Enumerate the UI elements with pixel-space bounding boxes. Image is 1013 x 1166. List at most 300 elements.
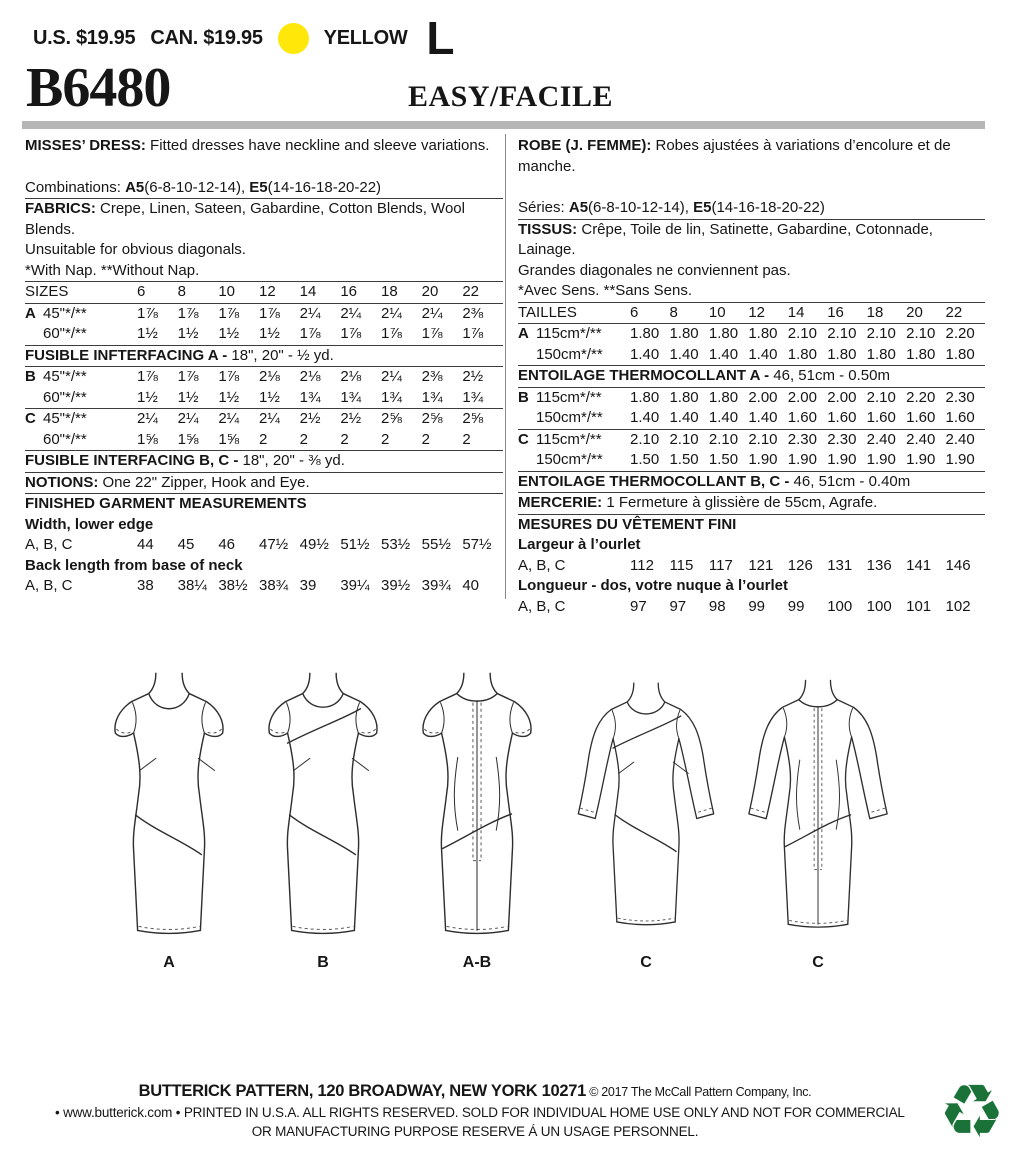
table-cell: C xyxy=(25,410,36,427)
table-cell: 1⅞ xyxy=(340,325,362,342)
table-cell: 18 xyxy=(866,303,884,321)
text-segment: Grandes diagonales ne conviennent pas. xyxy=(518,261,791,279)
table-cell: 2⅜ xyxy=(421,368,443,385)
table-cell: 1.80 xyxy=(708,325,739,342)
text-line xyxy=(25,556,503,577)
table-cell: 51½ xyxy=(340,536,370,553)
table-cell: 2.10 xyxy=(787,325,817,342)
view-c-line-drawing xyxy=(552,670,740,952)
text-segment: 46, 51cm - 0.40m xyxy=(793,472,911,490)
table-cell: 150cm*/** xyxy=(536,345,603,363)
view-b-figure xyxy=(242,670,404,972)
text-segment: Unsuitable for obvious diagonals. xyxy=(25,241,246,258)
table-cell: 1⅞ xyxy=(218,304,240,322)
price-row xyxy=(33,12,455,64)
table-cell: 16 xyxy=(340,283,358,300)
table-cell: 39¾ xyxy=(421,577,451,594)
french-column xyxy=(518,136,985,617)
text-bold-segment: A5 xyxy=(568,199,589,216)
table-cell: 53½ xyxy=(381,536,411,553)
measurement-row xyxy=(25,535,503,556)
yardage-row xyxy=(518,450,985,472)
english-column xyxy=(25,136,503,597)
spacer xyxy=(518,177,985,198)
text-bold-segment: FABRICS: xyxy=(25,200,96,217)
table-cell: 1½ xyxy=(218,325,240,342)
text-line xyxy=(25,240,503,261)
text-segment: 18", 20" - ⅜ yd. xyxy=(242,452,345,469)
table-cell: 22 xyxy=(945,303,963,321)
table-cell: 20 xyxy=(421,283,439,300)
table-cell: 100 xyxy=(866,597,892,615)
table-cell: 38¼ xyxy=(177,577,207,594)
table-cell: 99 xyxy=(787,597,805,615)
table-cell: 1.40 xyxy=(748,409,778,426)
text-segment: *Avec Sens. **Sans Sens. xyxy=(518,282,692,299)
table-cell: 2⅛ xyxy=(340,368,362,385)
difficulty-label: EASY/FACILE xyxy=(408,80,613,113)
table-cell: 1.80 xyxy=(748,325,778,342)
table-cell: 1⅞ xyxy=(421,325,443,342)
table-cell: 2⅝ xyxy=(462,410,484,427)
table-cell: 1.80 xyxy=(669,325,699,342)
table-cell: 10 xyxy=(708,303,726,321)
table-cell xyxy=(518,345,536,366)
table-cell: 112 xyxy=(630,556,654,574)
table-cell: TAILLES xyxy=(518,303,577,321)
text-segment: Combinations: xyxy=(25,178,126,196)
table-cell: 2¼ xyxy=(218,410,240,427)
table-cell: 2.10 xyxy=(866,388,896,406)
text-bold-segment: FUSIBLE INTERFACING B, C - xyxy=(25,452,243,469)
table-cell: 1.50 xyxy=(708,451,739,468)
table-cell: 1.40 xyxy=(630,345,660,363)
table-cell: 2.30 xyxy=(827,430,857,448)
table-cell: 1½ xyxy=(137,388,158,406)
table-cell: 2½ xyxy=(299,410,321,427)
table-cell: 2⅝ xyxy=(421,410,443,427)
text-line xyxy=(25,451,503,473)
table-cell: 1⅞ xyxy=(177,304,199,322)
view-c-back-label: C xyxy=(812,954,824,971)
table-cell: 44 xyxy=(137,536,154,553)
table-cell: 2.30 xyxy=(787,430,817,448)
table-cell: 150cm*/** xyxy=(536,409,603,426)
table-cell: 38½ xyxy=(218,577,248,594)
view-ab-back-figure xyxy=(396,670,558,972)
table-cell: 6 xyxy=(137,283,146,300)
table-cell: 1.60 xyxy=(906,409,936,426)
table-cell: 1½ xyxy=(177,325,199,342)
footer-address-line xyxy=(55,1082,895,1101)
table-cell: 46 xyxy=(218,536,236,553)
table-cell: 2 xyxy=(299,430,308,448)
footer-rights-line-2: OR MANUFACTURING PURPOSE RESERVE Á UN USAGE PERSONNEL. xyxy=(251,1124,699,1139)
table-cell: 1.80 xyxy=(906,345,936,363)
table-cell: 1.90 xyxy=(906,451,936,468)
table-cell: 98 xyxy=(708,597,726,615)
text-segment: 18", 20" - ½ yd. xyxy=(231,346,334,364)
yardage-row xyxy=(518,388,985,409)
text-bold-segment: TISSUS: xyxy=(518,220,578,238)
text-segment: (14-16-18-20-22) xyxy=(711,199,825,216)
text-bold-segment: ROBE (J. FEMME): xyxy=(518,137,652,154)
table-cell: 1.90 xyxy=(748,451,778,468)
table-cell: 45"*/** xyxy=(43,368,87,385)
table-cell: 1⅞ xyxy=(218,368,240,385)
table-cell: B xyxy=(25,368,36,385)
table-cell: 2⅜ xyxy=(462,304,484,322)
table-cell: 2¼ xyxy=(177,410,199,427)
text-bold-segment: Largeur à l’ourlet xyxy=(518,536,641,553)
table-cell: 12 xyxy=(259,283,276,300)
table-cell: 14 xyxy=(787,303,805,321)
text-segment: 46, 51cm - 0.50m xyxy=(773,367,890,384)
text-line xyxy=(25,178,503,200)
table-cell: 1¾ xyxy=(299,388,321,406)
table-cell: 38 xyxy=(137,577,154,594)
table-cell: 1¾ xyxy=(381,388,402,406)
table-cell: 18 xyxy=(381,283,398,300)
text-bold-segment: A5 xyxy=(125,178,145,196)
table-cell: 2 xyxy=(462,430,471,448)
table-cell xyxy=(518,450,536,471)
yardage-row xyxy=(25,430,503,452)
yardage-row xyxy=(518,324,985,345)
text-line xyxy=(518,136,985,177)
table-cell: 1.90 xyxy=(945,451,975,468)
text-line xyxy=(25,136,503,157)
text-segment: Crêpe, Toile de lin, Satinette, Gabardine, Cotonnade, Lainage. xyxy=(518,220,933,258)
table-cell: 2½ xyxy=(340,410,362,427)
table-cell: 2.30 xyxy=(945,388,975,406)
table-cell: 2¼ xyxy=(381,368,402,385)
table-cell: A, B, C xyxy=(25,577,73,594)
text-line xyxy=(25,346,503,368)
table-cell: 2 xyxy=(381,430,390,448)
table-cell: 2 xyxy=(259,430,268,448)
footer-rights-line: • www.butterick.com • PRINTED IN U.S.A. ALL RIGHTS RESERVED. SOLD FOR INDIVIDUAL HOME USE ONLY AND NOT FOR COMMERCIAL xyxy=(55,1105,905,1120)
table-cell: 1½ xyxy=(259,325,280,342)
table-cell: 131 xyxy=(827,556,853,574)
sizes-header-row xyxy=(25,282,503,304)
color-dot-label: YELLOW xyxy=(323,26,408,49)
table-cell: 60"*/** xyxy=(43,430,87,448)
text-line xyxy=(25,199,503,240)
table-cell: 2.10 xyxy=(827,325,857,342)
text-segment: (6-8-10-12-14), xyxy=(144,178,250,196)
table-cell: 97 xyxy=(669,597,687,615)
table-cell: 12 xyxy=(748,303,766,321)
table-cell: A, B, C xyxy=(518,556,566,574)
text-line xyxy=(518,493,985,515)
table-cell: A xyxy=(518,325,529,342)
text-line xyxy=(518,576,985,597)
text-bold-segment: ENTOILAGE THERMOCOLLANT B, C - xyxy=(518,472,794,490)
table-cell: 115cm*/** xyxy=(536,430,602,448)
recycle-icon: ♻ xyxy=(938,1070,1005,1153)
table-cell: 2.10 xyxy=(866,325,896,342)
table-cell: 115 xyxy=(669,556,694,574)
can-price: CAN. $19.95 xyxy=(150,26,263,49)
table-cell: 60"*/** xyxy=(43,325,87,342)
table-cell: 2¼ xyxy=(259,410,280,427)
table-cell: 1⅝ xyxy=(218,430,240,448)
table-cell: 126 xyxy=(787,556,813,574)
table-cell: 1.90 xyxy=(827,451,857,468)
table-cell: 39½ xyxy=(381,577,411,594)
measurement-row xyxy=(518,556,985,577)
table-cell: 99 xyxy=(748,597,766,615)
table-cell: 2.10 xyxy=(708,430,739,448)
view-a-label: A xyxy=(163,954,175,971)
text-line xyxy=(25,473,503,495)
text-line xyxy=(518,535,985,556)
table-cell: 121 xyxy=(748,556,774,574)
table-cell: 1⅞ xyxy=(177,368,199,385)
table-cell: 10 xyxy=(218,283,236,300)
table-cell: 47½ xyxy=(259,536,289,553)
table-cell: 1½ xyxy=(259,388,280,406)
text-segment: (14-16-18-20-22) xyxy=(267,178,382,196)
table-cell: 45"*/** xyxy=(43,304,87,322)
table-cell: 20 xyxy=(906,303,923,321)
table-cell: 2.00 xyxy=(787,388,817,406)
table-cell: 1.80 xyxy=(866,345,896,363)
text-segment: One 22" Zipper, Hook and Eye. xyxy=(98,473,310,491)
table-cell: 1⅞ xyxy=(137,368,158,385)
text-line xyxy=(518,472,985,494)
us-price: U.S. $19.95 xyxy=(33,26,136,49)
spacer xyxy=(25,157,503,178)
table-cell: A xyxy=(25,304,36,322)
text-bold-segment: MESURES DU VÊTEMENT FINI xyxy=(518,515,737,533)
table-cell: 1¾ xyxy=(421,388,443,406)
view-ab-back-line-drawing xyxy=(396,670,558,952)
table-cell: 102 xyxy=(945,597,971,615)
text-bold-segment: Longueur - dos, votre nuque à l’ourlet xyxy=(518,577,789,594)
table-cell: 14 xyxy=(299,283,317,300)
view-b-line-drawing xyxy=(242,670,404,952)
text-bold-segment: MERCERIE: xyxy=(518,494,603,511)
text-bold-segment: NOTIONS: xyxy=(25,473,99,491)
table-cell: 1.40 xyxy=(630,409,660,426)
table-cell: 1¾ xyxy=(462,388,484,406)
size-letter: L xyxy=(426,12,455,64)
table-cell: 22 xyxy=(462,283,480,300)
text-bold-segment: E5 xyxy=(693,199,712,216)
text-segment: 1 Fermeture à glissière de 55cm, Agrafe. xyxy=(602,494,878,511)
text-line xyxy=(25,261,503,283)
table-cell: 101 xyxy=(906,597,932,615)
text-segment: (6-8-10-12-14), xyxy=(588,199,694,216)
table-cell: A, B, C xyxy=(25,536,73,553)
text-line xyxy=(25,515,503,536)
table-cell: 150cm*/** xyxy=(536,451,603,468)
table-cell: 1.80 xyxy=(827,345,857,363)
table-cell: 1.80 xyxy=(630,325,660,342)
text-segment: *With Nap. **Without Nap. xyxy=(25,261,200,279)
table-cell: 1.40 xyxy=(708,345,739,363)
table-cell xyxy=(25,430,43,451)
table-cell: 2 xyxy=(340,430,349,448)
table-cell: 1.80 xyxy=(708,388,739,406)
table-cell: 1.90 xyxy=(866,451,896,468)
table-cell: 1.40 xyxy=(708,409,739,426)
table-cell: 100 xyxy=(827,597,853,615)
sizes-header-row xyxy=(518,303,985,325)
table-cell: 2.20 xyxy=(945,325,975,342)
table-cell: 38¾ xyxy=(259,577,289,594)
table-cell: 2⅝ xyxy=(381,410,402,427)
table-cell: 2¼ xyxy=(381,304,402,322)
table-cell: 55½ xyxy=(421,536,451,553)
table-cell: 1.80 xyxy=(630,388,660,406)
table-cell: 2.40 xyxy=(866,430,896,448)
table-cell: 1⅞ xyxy=(259,304,280,322)
view-a-figure xyxy=(88,670,250,972)
text-line xyxy=(25,494,503,515)
table-cell: 1.50 xyxy=(630,451,660,468)
text-line xyxy=(518,261,985,282)
table-cell xyxy=(518,408,536,429)
table-cell: 1.60 xyxy=(827,409,857,426)
table-cell: 2.00 xyxy=(827,388,857,406)
text-segment: Robes ajustées à variations d’encolure et de manche. xyxy=(518,137,951,175)
view-c-figure xyxy=(552,670,740,972)
table-cell: 1.60 xyxy=(945,409,975,426)
table-cell: 2 xyxy=(421,430,430,448)
table-cell: 136 xyxy=(866,556,892,574)
yellow-color-dot-icon xyxy=(278,23,309,54)
table-cell: 60"*/** xyxy=(43,388,87,406)
text-line xyxy=(518,515,985,536)
text-line xyxy=(518,281,985,303)
table-cell: 1.80 xyxy=(669,388,699,406)
text-bold-segment: ENTOILAGE THERMOCOLLANT A - xyxy=(518,367,774,384)
table-cell: 1⅞ xyxy=(299,325,321,342)
table-cell: 2¼ xyxy=(421,304,443,322)
table-cell: 1.40 xyxy=(748,345,778,363)
table-cell: C xyxy=(518,430,529,448)
view-c-label: C xyxy=(640,954,652,971)
view-a-line-drawing xyxy=(88,670,250,952)
yardage-row xyxy=(25,409,503,430)
table-cell: SIZES xyxy=(25,283,69,300)
table-cell: 2¼ xyxy=(299,304,321,322)
table-cell: 2.20 xyxy=(906,388,936,406)
yardage-row xyxy=(518,345,985,367)
table-cell: 1.90 xyxy=(787,451,817,468)
table-cell: 2⅛ xyxy=(299,368,321,385)
table-cell: 2.00 xyxy=(748,388,778,406)
table-cell: 1⅞ xyxy=(137,304,158,322)
table-cell: A, B, C xyxy=(518,597,566,615)
table-cell: 8 xyxy=(669,303,678,321)
table-cell: 2.10 xyxy=(906,325,936,342)
copyright-notice: © 2017 The McCall Pattern Company, Inc. xyxy=(586,1085,812,1099)
text-bold-segment: FUSIBLE INFTERFACING A - xyxy=(25,346,232,364)
table-cell: 115cm*/** xyxy=(536,325,602,342)
header-divider-bar xyxy=(22,121,985,129)
table-cell: 45 xyxy=(177,536,195,553)
text-bold-segment: FINISHED GARMENT MEASUREMENTS xyxy=(25,495,307,512)
table-cell: 39 xyxy=(299,577,317,594)
table-cell: 45"*/** xyxy=(43,410,87,427)
yardage-row xyxy=(25,324,503,346)
table-cell: 1⅝ xyxy=(177,430,199,448)
table-cell: B xyxy=(518,388,529,406)
table-cell: 2.40 xyxy=(945,430,975,448)
table-cell: 1.40 xyxy=(669,345,699,363)
table-cell: 146 xyxy=(945,556,971,574)
measurement-row xyxy=(518,597,985,618)
table-cell: 2¼ xyxy=(137,410,158,427)
table-cell: 2.10 xyxy=(669,430,699,448)
table-cell: 1½ xyxy=(177,388,199,406)
table-cell: 57½ xyxy=(462,536,492,553)
table-cell: 1.80 xyxy=(945,345,975,363)
text-line xyxy=(518,366,985,388)
view-b-label: B xyxy=(317,954,329,971)
table-cell: 2.40 xyxy=(906,430,936,448)
table-cell: 2.10 xyxy=(630,430,660,448)
publisher-address: BUTTERICK PATTERN, 120 BROADWAY, NEW YORK 10271 xyxy=(138,1082,587,1100)
table-cell: 1½ xyxy=(218,388,240,406)
table-cell: 39¼ xyxy=(340,577,370,594)
table-cell: 40 xyxy=(462,577,480,594)
table-cell: 8 xyxy=(177,283,186,300)
measurement-row xyxy=(25,576,503,597)
yardage-row xyxy=(25,388,503,410)
table-cell: 2⅛ xyxy=(259,368,280,385)
table-cell: 1⅞ xyxy=(381,325,402,342)
table-cell: 1.50 xyxy=(669,451,699,468)
column-divider xyxy=(505,134,506,599)
view-c-back-figure xyxy=(722,670,914,972)
text-line xyxy=(518,220,985,261)
view-c-back-line-drawing xyxy=(722,670,914,952)
view-ab-back-label: A-B xyxy=(462,954,492,971)
table-cell: 16 xyxy=(827,303,844,321)
yardage-row xyxy=(25,367,503,388)
text-segment: Crepe, Linen, Sateen, Gabardine, Cotton Blends, Wool Blends. xyxy=(25,200,465,238)
text-bold-segment: MISSES’ DRESS: xyxy=(25,137,146,154)
table-cell: 115cm*/** xyxy=(536,388,602,406)
table-cell: 1.40 xyxy=(669,409,699,426)
yardage-row xyxy=(25,304,503,325)
table-cell: 1⅝ xyxy=(137,430,158,448)
pattern-number: B6480 xyxy=(26,57,171,119)
yardage-row xyxy=(518,408,985,430)
table-cell: 2¼ xyxy=(340,304,362,322)
table-cell: 2.10 xyxy=(748,430,778,448)
text-bold-segment: Width, lower edge xyxy=(25,515,154,533)
text-segment: Fitted dresses have neckline and sleeve variations. xyxy=(145,137,490,154)
footer xyxy=(55,1082,905,1139)
table-cell: 1.60 xyxy=(866,409,896,426)
table-cell: 1½ xyxy=(137,325,158,342)
table-cell: 1.60 xyxy=(787,409,817,426)
text-segment: Séries: xyxy=(518,199,569,216)
table-cell: 97 xyxy=(630,597,647,615)
table-cell xyxy=(25,324,43,345)
table-cell: 6 xyxy=(630,303,639,321)
yardage-row xyxy=(518,430,985,451)
text-bold-segment: Back length from base of neck xyxy=(25,556,243,574)
text-bold-segment: E5 xyxy=(249,178,268,196)
table-cell: 49½ xyxy=(299,536,329,553)
